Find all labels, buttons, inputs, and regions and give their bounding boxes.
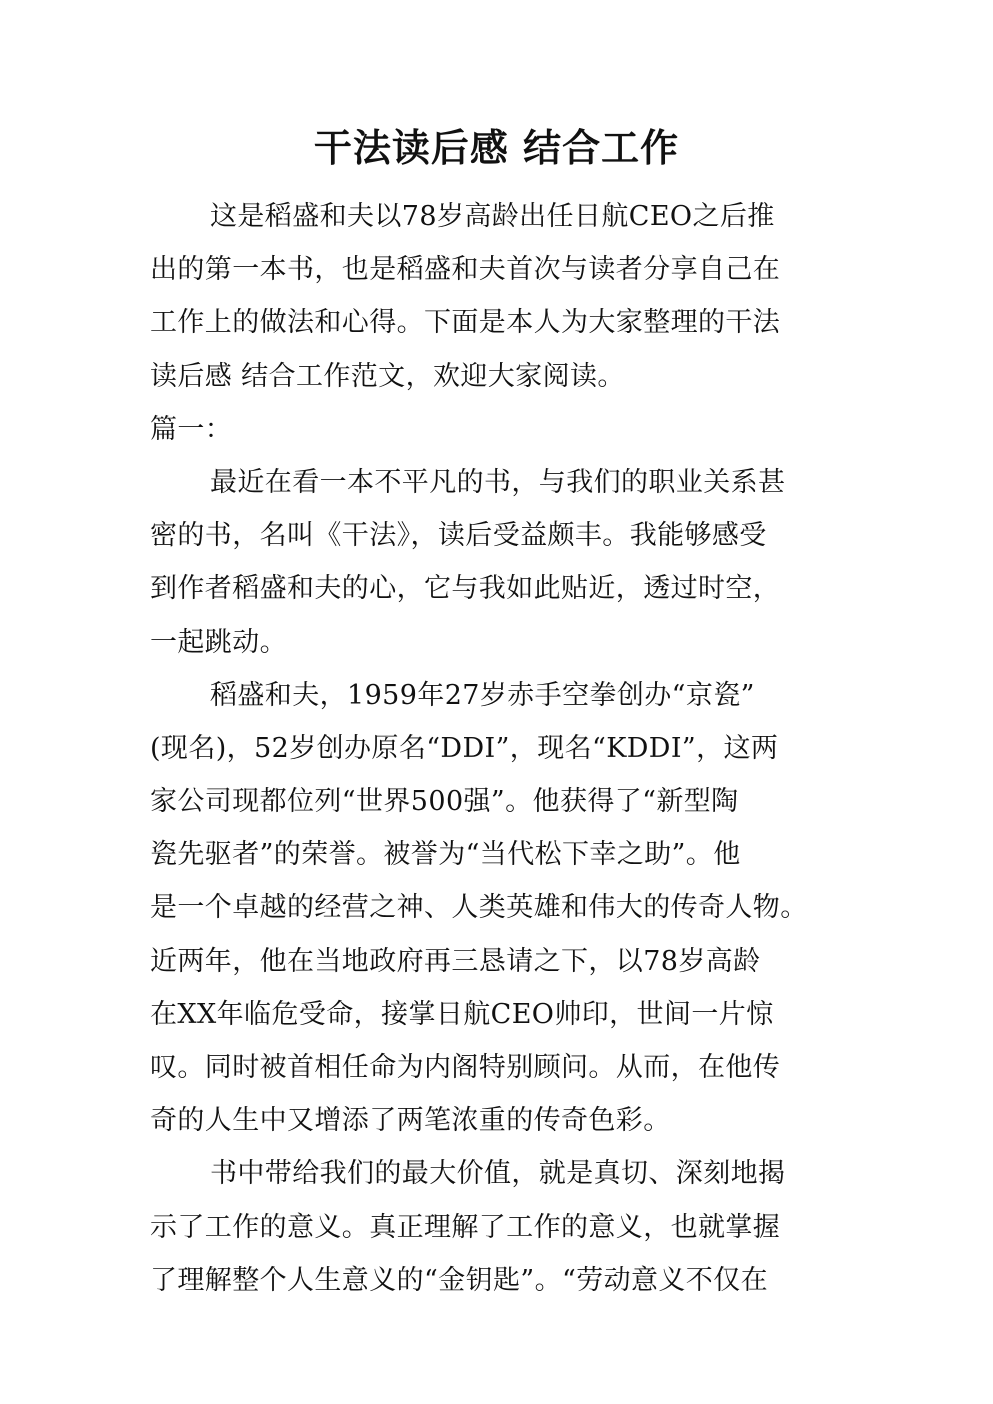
document-body [150,190,870,1307]
paragraph-line: 到作者稻盛和夫的心，它与我如此贴近，透过时空， [150,573,781,605]
paragraph-line: 出的第一本书，也是稻盛和夫首次与读者分享自己在 [150,254,781,286]
paragraph-line: 稻盛和夫，1959年27岁赤手空拳创办“京瓷” [210,679,755,711]
paragraph-line: 了理解整个人生意义的“金钥匙”。“劳动意义不仅在 [150,1264,769,1296]
paragraph-line: 示了工作的意义。真正理解了工作的意义，也就掌握 [150,1211,781,1243]
paragraph-line: 工作上的做法和心得。下面是本人为大家整理的干法 [150,307,781,339]
paragraph-line: 瓷先驱者”的荣誉。被誉为“当代松下幸之助”。他 [150,839,741,871]
paragraph-line: 读后感 结合工作范文，欢迎大家阅读。 [150,360,625,392]
paragraph-line: (现名)，52岁创办原名“DDI”，现名“KDDI”，这两 [150,732,779,764]
document-title: 干法读后感 结合工作 [313,126,680,170]
paragraph-line: 密的书，名叫《干法》，读后受益颇丰。我能够感受 [150,520,767,552]
paragraph-line: 是一个卓越的经营之神、人类英雄和伟大的传奇人物。 [150,892,808,924]
paragraph-line: 家公司现都位列“世界500强”。他获得了“新型陶 [150,786,739,818]
paragraph-line: 奇的人生中又增添了两笔浓重的传奇色彩。 [150,1105,671,1137]
paragraph-line: 一起跳动。 [150,626,287,658]
paragraph-line: 这是稻盛和夫以78岁高龄出任日航CEO之后推 [210,201,775,232]
paragraph-line: 叹。同时被首相任命为内阁特别顾问。从而，在他传 [150,1052,781,1083]
section-heading: 篇一： [150,413,233,445]
paragraph-line: 在XX年临危受命，接掌日航CEO帅印，世间一片惊 [150,998,774,1030]
paragraph-line: 书中带给我们的最大价值，就是真切、深刻地揭 [210,1158,786,1190]
paragraph-line: 最近在看一本不平凡的书，与我们的职业关系甚 [210,466,786,498]
paragraph-line: 近两年，他在当地政府再三恳请之下，以78岁高龄 [150,945,761,977]
